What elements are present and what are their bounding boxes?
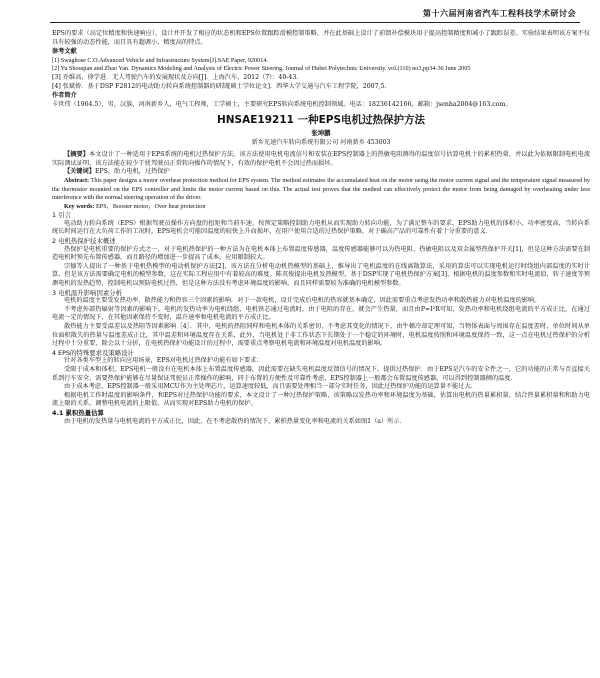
article-body [52, 30, 590, 426]
section-4-heading: 4 EPS的特殊要求及策略设计 [52, 348, 134, 357]
section-4-paragraph-4: 根据电机工作时温度的影响条件，和EPS对过热保护功能的要求，本文设计了一种过热保护策略，该策略以发热功率和环境温度为基础，估算出电机的热量累积量，结合热量累积量和和助力电流上限的关系，调整电机电流的上限值，从而实现对EPS助力电机的保护。 [52, 391, 590, 408]
section-3-paragraph-1: 电机的温度主要受发热功率、散热能力和热容三个因素的影响．对于一款电机，设计完成后电机的热容就基本确定，因此需要重点考虑发热功率和散热能力对电机温度的影响。 [64, 297, 541, 305]
reference-3: [3] 乔维高，徐学进．无人驾驶汽车的发展现状及方向[J]．上海汽车，2012（7）：40-43. [52, 73, 299, 81]
section-1-heading: 1 引言 [52, 211, 71, 220]
paper-title: HNSAE19211 一种EPS电机过热保护方法 [216, 114, 426, 127]
abstract-cn [52, 151, 590, 168]
running-header: 第十六届河南省汽车工程科技学术研讨会 [423, 8, 576, 18]
reference-2: [2] Yu Shouqian and Zhao Yan. Dynamics Modeling and Analysis of Electric Power Steering. Journal of Hubei Polytechnic University. vol.(110) no3,pp34-36 June 2005 [52, 65, 471, 73]
section-2-paragraph-2: 宗德等人提出了一种基于电机热模型的电动机保护方法[2]，该方法在分析电动机热模型的基础上，推导出了电机温度的在线离散算法，采用的算法可以实现电机运行时绕组内部温度的实时计算，但是该方法需要确定电机的模型参数，这在实际工程应用中有着较高的难度。陈英俊提出电机发热模型，基于DSP实现了电机热保护方案[3]，根据电机的温度参数和实时电流值，转子速度等预测电机的发热趋势，控制电机以预防电机过热，但是这种方法没有考虑环境温度的影响，而且同样需要较为准确的电机模型参数。 [52, 262, 590, 288]
section-4-paragraph-1: 针对各类车型上的转向应用场景，EPS对电机过热保护功能有如下要求： [64, 357, 263, 365]
header-rule [50, 22, 580, 23]
references-title: 参考文献 [52, 48, 77, 56]
section-4-paragraph-3: 由于成本考虑，EPS控制器一般采用MCU作为主处理芯片，运算速度较低，而且需要处理相当一部分实时任务，因此过热保护功能的运算量不能过大． [64, 383, 477, 391]
section-4-1-paragraph: 由于电机的发热量与电机电流的平方成正比，因此，在不考虑散热的情况下，累积热量变化率和电流的关系如图1（a）所示． [64, 417, 406, 425]
author-intro: 卡世伟（1964.5），男，汉族，河南新乡人，电气工程师，工学硕士，主要研究EPS转向系统电机控制领域。电话：18236142166，邮箱：jsenha2004@163.com。 [52, 100, 512, 108]
abstract-en [52, 177, 590, 203]
intro-continuation: EPS的要求（高定位精度和快速响应），设计并开发了相应的状态机和EPS位置跟踪滑模控制策略，并在此基础上设计了前馈补偿模块用于提高控制精度和减小了跟踪误差。实验结果表明该方案不仅具有较强的动态性能，而且具有超调小、精度高的特点。 [52, 30, 590, 46]
keywords-cn [52, 168, 590, 177]
author-intro-title: 作者简介 [52, 92, 77, 100]
section-2-paragraph-1: 热保护是电机重要的保护方式之一，对于电机热保护的一种方法为在电机本体上布置温度传感器，温度传感器能够可以为热电阻、热敏电阻以及双金属型热保护开关[1]，但是这种方法需要在制造电机时预先布置传感器，而且路径的增加进一步提高了成本，应用限制较大。 [52, 245, 590, 262]
paper-author: 张坤鹏 [311, 128, 331, 137]
section-4-paragraph-2: 受限于成本和体积，EPS电机一般没有在电机本体上布置温度传感器，因此需要在缺失电机温度反馈信号的情况下，提供过热保护．由于EPS是汽车的安全件之一，它的功能的正常与否直接关系到行车安全，需要热保护能够在尽量保证驾驶员正常操作的影响，同于布置的方便性及可靠性考虑，EPS控制器上一般都会布置温度传感器，可以得到控制器侧的温度． [52, 365, 590, 382]
section-4-1-heading: 4.1 累积热量估算 [52, 408, 104, 417]
keywords-cn-text: EPS，助力电机，过热保护 [94, 168, 170, 176]
paper-affiliation: 新乡光速汽车转向系统有限公司 河南新乡 453003 [251, 138, 391, 146]
abstract-cn-text: 本文设计了一种适用于EPS系统的电机过热保护方法。该方法使用电机电流信号和安装在EPS控制器上的热敏电阻测得的温度信号估算电机十的累积热量，并以此为依据限制电机电流实际测试证明，该方法能在较少干扰驾驶员正常转向操作的情况下，有效的保护电机不会因过热而损坏。 [52, 151, 591, 167]
reference-4: [4] 张斌娇．基于DSP F2812的电动助力转向系统控制器的研制[硕士学位论文]．西华大学交通与汽车工程学院，2007,5. [52, 82, 387, 90]
abstract-label: 【摘要】 [64, 151, 90, 159]
section-3-heading: 3 电机温升影响因素分析 [52, 288, 123, 297]
section-2-heading: 2 电机热保护技术概述 [52, 237, 116, 246]
section-3-paragraph-3: 散热能力主要受温差以及热阻等因素影响［4］．其中，电机的热阻同样和电机本体的关系密切，不考虑其变化的情况下，由牛顿冷却定理可知，当物体表面与周围存在温度差时，单位时间从单位面积散失的热量与温度差成正比，其中温差和环境温度存在关系，此外，当电机处于非工作状态下长期处于一个稳定的环境时，电机温度按照和环境温度保持一致，这一点在电机过热保护的分析过程中十分重要，除会以十分折，在电机热保护功能设计的过程中，需要重点考察电机电流和环境温度对电机温度的影响。 [52, 323, 590, 348]
keywords-label: 【关键词】 [64, 168, 95, 176]
abstract-en-text: This paper designs a motor overheat protection method for EPS system. The method estimates the accumulated heat on the motor using the motor current signal and the temperature signal measured by the thermistor mounted on the EPS controller and limits the motor current based on this. The actual test proves that the method can effectively protect the motor from being damaged by overheating under less interference with the normal steering operation of the driver. [52, 176, 590, 202]
keywords-en-label: Key words: [64, 202, 95, 210]
reference-1: [1] Swaghose C.O.Advanced Vehicle and Infrastructure System[J].SAE Paper, 920014. [52, 56, 268, 64]
keywords-en-text: EPS，Booster motor，Over heat protection [95, 202, 206, 210]
abstract-en-label: Abstract: [64, 176, 90, 184]
keywords-en [52, 203, 590, 212]
section-1-paragraph: 电动助力转向系统（EPS）根据驾驶员操作方向盘的扭矩和当前车速，按预定策略控制助力电机从而实现助力转向功能，为了满足整车的要求，EPS助力电机的体积小、功率密度高，当转向系统长时间运行在大负荷工作的工况时，EPS电机会可能因温度的较快上升而损坏，在用户使用合适的过热保护策略，对于确高产品的可靠性有着十分重要的意义． [52, 219, 590, 236]
section-3-paragraph-2: 不考虑外部热辐射等因素的影响下，电机的发热功率为电机绕组，电机铁芯通过电流时，由于电阻的存在，就会产生热量，而且由P=I²R可知，发热功率和电机绕组电流的平方成正比，在通过电流一定的情况下，在其他因素保持不变时，温升速率和电机电流的平方成正比。 [52, 305, 590, 322]
